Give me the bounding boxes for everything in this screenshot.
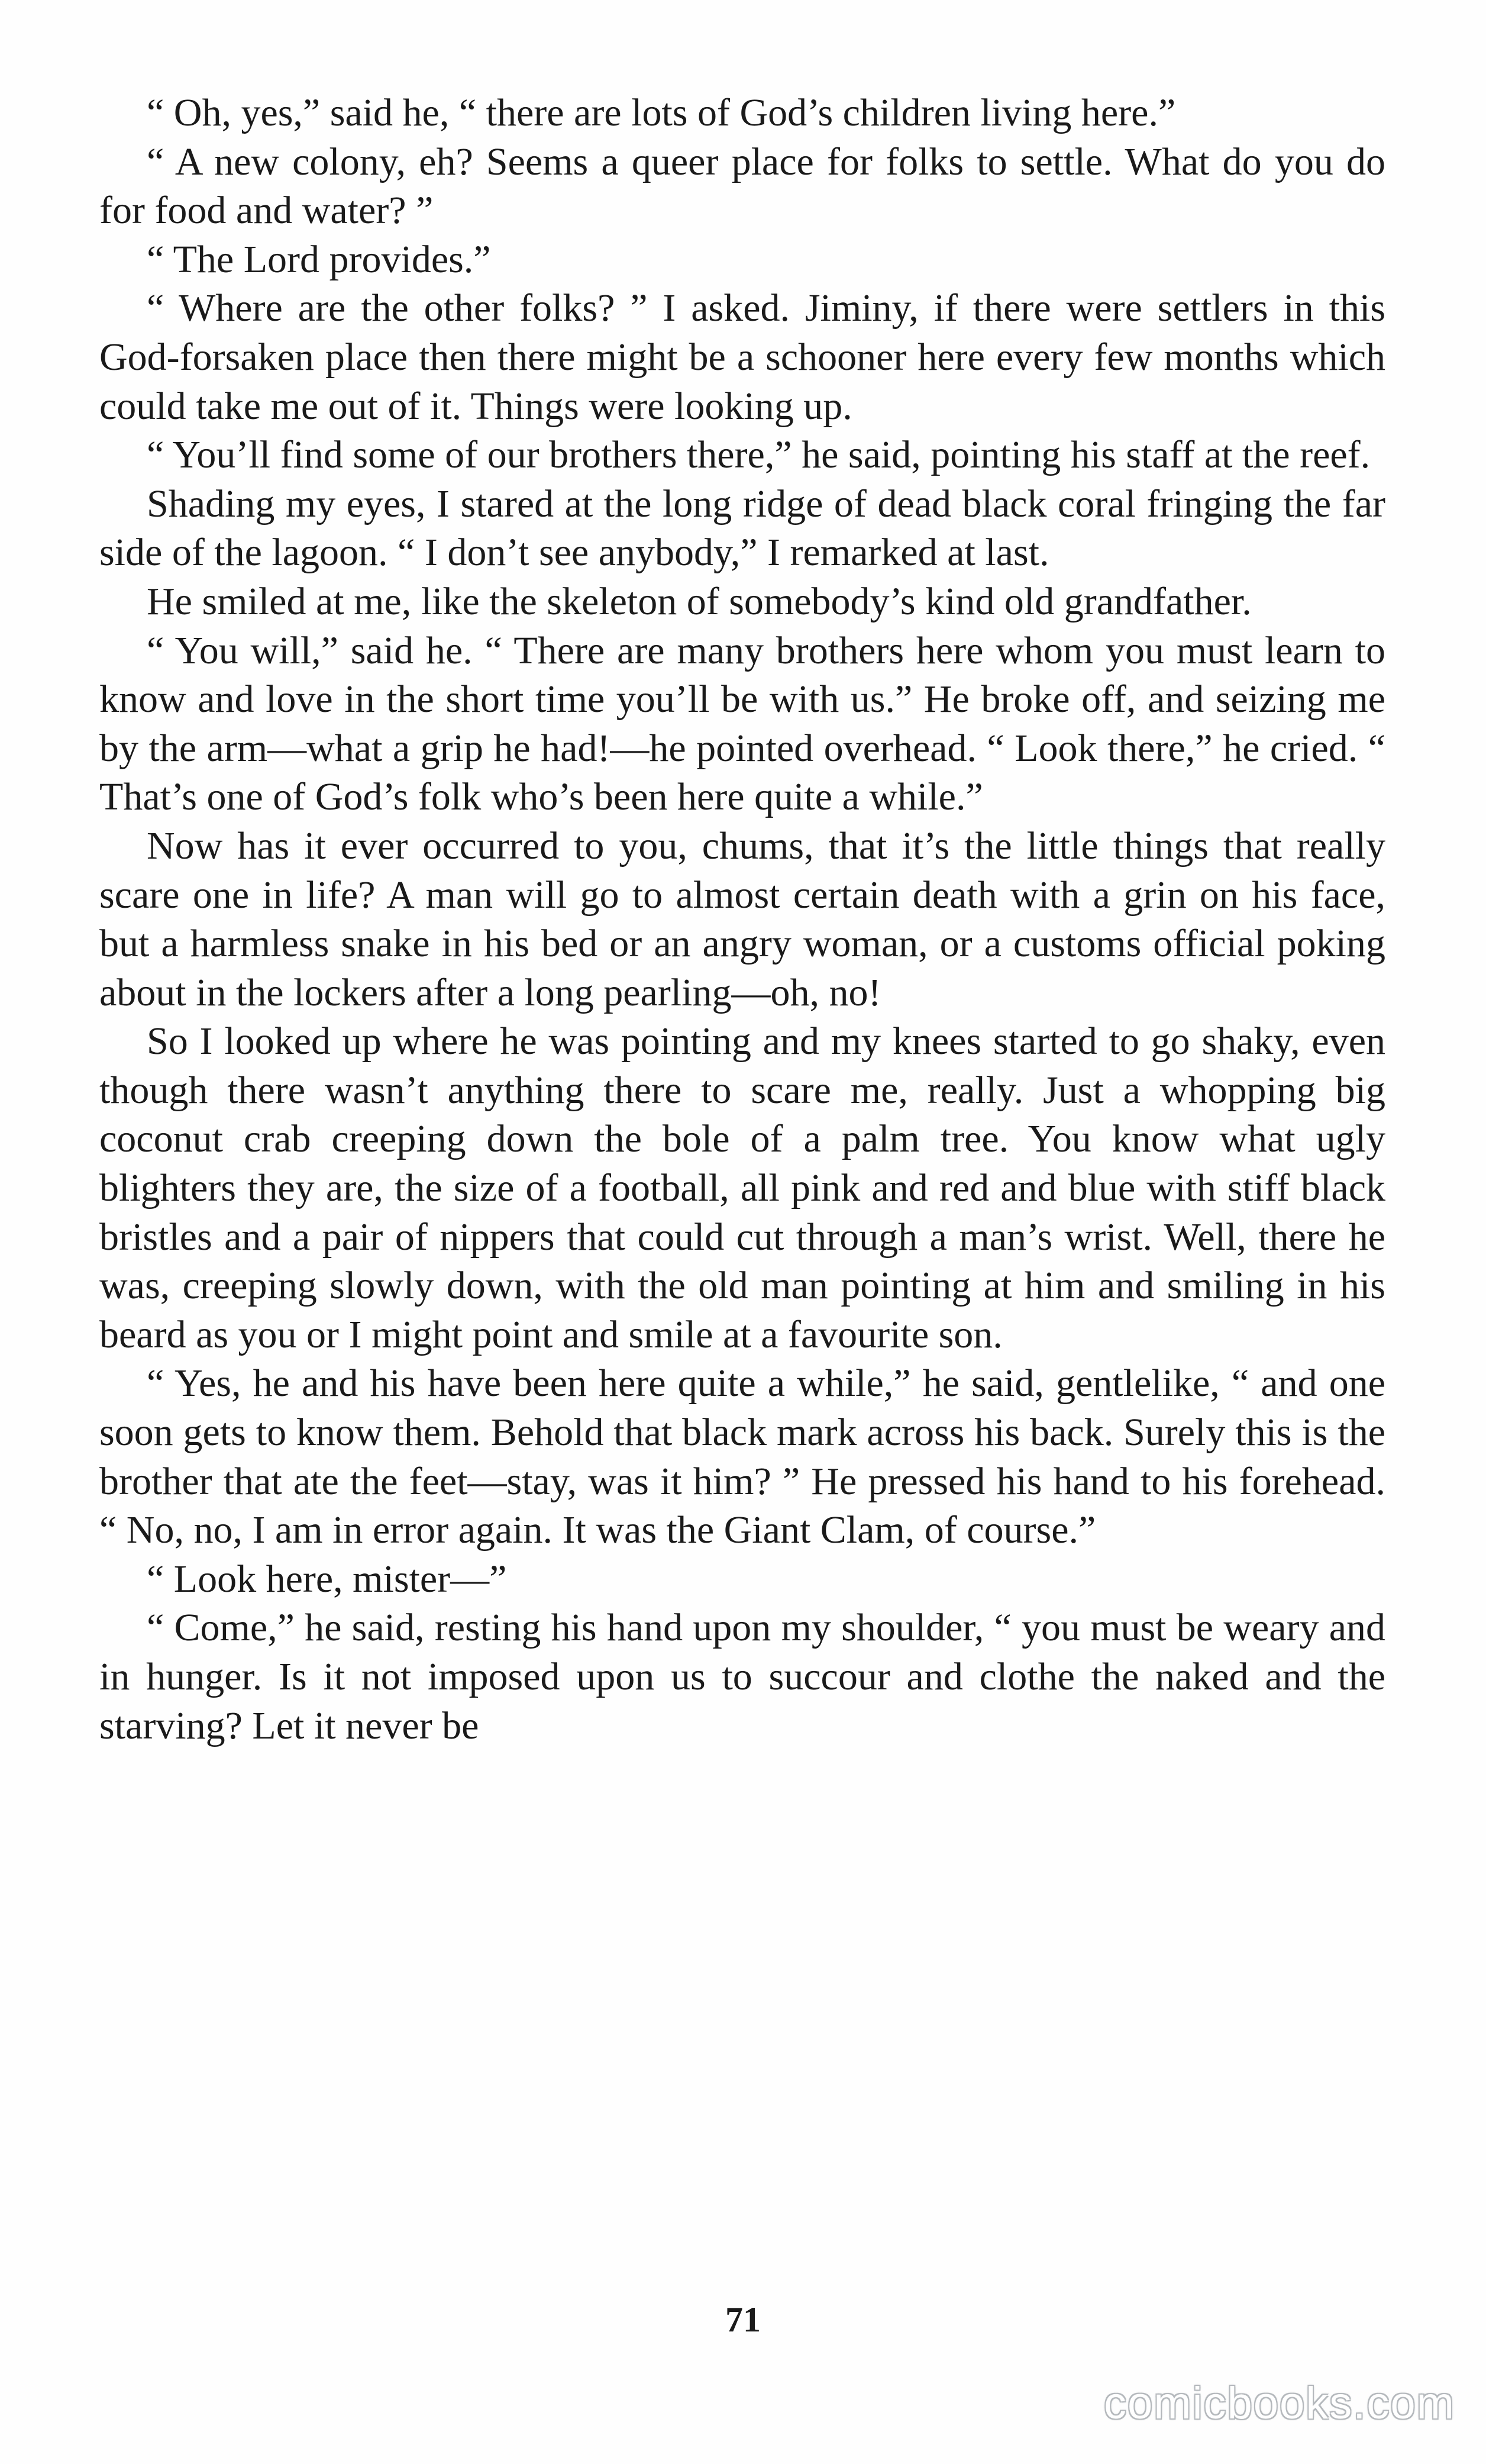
paragraph-3: “ The Lord provides.”: [147, 237, 491, 281]
paragraph-12: “ Look here, mister—”: [147, 1557, 507, 1601]
paragraph-6: Shading my eyes, I stared at the long ridge of dead black coral fringing the far side of the lagoon. “ I don’t see anybody,” I remarked at last.: [99, 482, 1385, 575]
paragraph-4: “ Where are the other folks? ” I asked. Jiminy, if there were settlers in this God-forsaken place then there might be a schooner here every few months which could take me out of it. Things were looking up.: [99, 286, 1385, 428]
paragraph-11: “ Yes, he and his have been here quite a while,” he said, gentlelike, “ and one soon gets to know them. Behold that black mark across his back. Surely this is the brother that ate the feet—stay, was it him? ” He pressed his hand to his forehead. “ No, no, I am in error again. It was the Giant Clam, of course.”: [99, 1362, 1385, 1552]
paragraph-1: “ Oh, yes,” said he, “ there are lots of God’s children living here.”: [147, 91, 1176, 134]
page-number: 71: [725, 2300, 761, 2339]
watermark: comicbooks.com: [1104, 2378, 1455, 2428]
paragraph-9: Now has it ever occurred to you, chums, that it’s the little things that really scare one in life? A man will go to almost certain death with a grin on his face, but a harmless snake in his bed or an angry woman, or a customs official poking about in the lockers after a long pearling—oh, no!: [99, 824, 1385, 1014]
paragraph-7: He smiled at me, like the skeleton of somebody’s kind old grandfather.: [147, 579, 1252, 623]
paragraph-8: “ You will,” said he. “ There are many brothers here whom you must learn to know and love in the short time you’ll be with us.” He broke off, and seizing me by the arm—what a grip he had!—he pointed overhead. “ Look there,” he cried. “ That’s one of God’s folk who’s been here quite a while.”: [99, 628, 1385, 819]
paragraph-13: “ Come,” he said, resting his hand upon my shoulder, “ you must be weary and in hunger. Is it not imposed upon us to succour and clothe the naked and the starving? Let it never be: [99, 1606, 1385, 1747]
body-text: [99, 89, 1385, 1750]
paragraph-10: So I looked up where he was pointing and my knees started to go shaky, even though there wasn’t anything there to scare me, really. Just a whopping big coconut crab creeping down the bole of a palm tree. You know what ugly blighters they are, the size of a football, all pink and red and blue with stiff black bristles and a pair of nippers that could cut through a man’s wrist. Well, there he was, creeping slowly down, with the old man pointing at him and smiling in his beard as you or I might point and smile at a favourite son.: [99, 1020, 1385, 1356]
paragraph-5: “ You’ll find some of our brothers there,” he said, pointing his staff at the reef.: [147, 433, 1371, 477]
paragraph-2: “ A new colony, eh? Seems a queer place for folks to settle. What do you do for food and water? ”: [99, 140, 1385, 233]
